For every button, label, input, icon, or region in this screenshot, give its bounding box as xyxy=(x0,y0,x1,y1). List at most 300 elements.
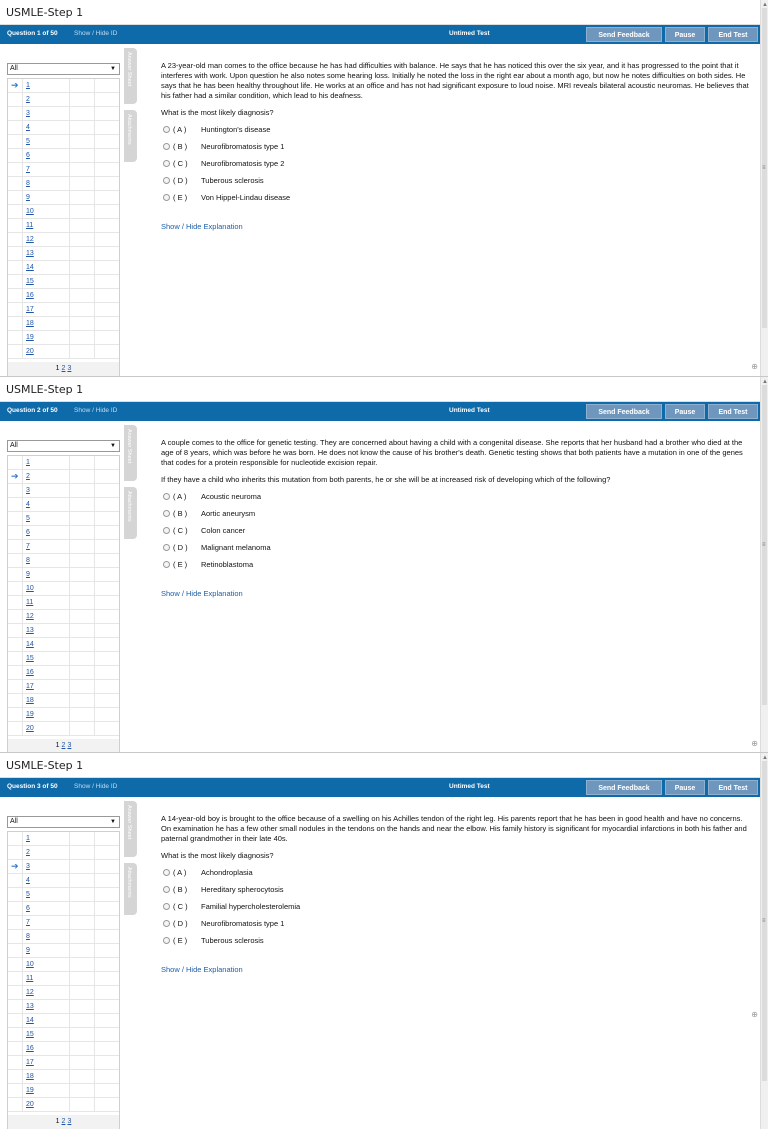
navigator-row[interactable] xyxy=(8,972,119,986)
status-cell xyxy=(70,345,95,359)
answer-choices xyxy=(161,867,754,952)
question-number-cell xyxy=(23,582,70,596)
current-marker-cell xyxy=(8,149,23,163)
question-number-link[interactable]: 17 xyxy=(26,306,34,313)
question-number-cell xyxy=(23,247,70,261)
question-number-link[interactable]: 19 xyxy=(26,711,34,718)
question-content xyxy=(161,438,754,598)
question-number-link[interactable]: 17 xyxy=(26,1059,34,1066)
radio-button[interactable] xyxy=(163,869,170,876)
navigator-row[interactable] xyxy=(8,666,119,680)
question-filter-select[interactable] xyxy=(7,816,120,828)
end-test-button[interactable]: End Test xyxy=(708,780,758,795)
question-number-link[interactable]: 14 xyxy=(26,264,34,271)
choice-letter: ( B ) xyxy=(173,142,188,151)
exam-header-bar xyxy=(0,402,760,421)
answer-choice[interactable] xyxy=(161,508,754,525)
status-cell xyxy=(70,261,95,275)
status-cell xyxy=(70,540,95,554)
navigator-row[interactable] xyxy=(8,121,119,135)
question-number-link[interactable]: 12 xyxy=(26,236,34,243)
status-cell xyxy=(70,916,95,930)
question-number-link[interactable]: 18 xyxy=(26,320,34,327)
question-number-cell xyxy=(23,916,70,930)
navigator-pager xyxy=(8,1115,119,1129)
current-marker-cell xyxy=(8,498,23,512)
current-marker-cell xyxy=(8,554,23,568)
test-mode-label: Untimed Test xyxy=(449,30,490,37)
radio-button[interactable] xyxy=(163,886,170,893)
radio-button[interactable] xyxy=(163,937,170,944)
current-question-arrow-icon: ➔ xyxy=(11,471,19,481)
current-marker-cell xyxy=(8,1028,23,1042)
radio-button[interactable] xyxy=(163,160,170,167)
question-number-cell xyxy=(23,624,70,638)
navigator-row[interactable] xyxy=(8,958,119,972)
status-cell xyxy=(70,652,95,666)
question-number-cell xyxy=(23,694,70,708)
send-feedback-button[interactable]: Send Feedback xyxy=(586,780,662,795)
chevron-down-icon: ▼ xyxy=(110,819,116,825)
question-number-cell xyxy=(23,722,70,736)
navigator-row[interactable] xyxy=(8,916,119,930)
question-number-cell xyxy=(23,874,70,888)
navigator-row[interactable] xyxy=(8,638,119,652)
navigator-pager xyxy=(8,362,119,376)
question-number-link[interactable]: 3 xyxy=(26,863,30,870)
status-cell xyxy=(70,554,95,568)
question-number-link[interactable]: 20 xyxy=(26,1101,34,1108)
navigator-row[interactable] xyxy=(8,247,119,261)
navigator-row[interactable] xyxy=(8,498,119,512)
question-number-link[interactable]: 16 xyxy=(26,669,34,676)
question-number-link[interactable]: 13 xyxy=(26,627,34,634)
answer-sheet-tab[interactable] xyxy=(124,801,137,857)
answer-choices xyxy=(161,124,754,209)
status-cell xyxy=(70,456,95,470)
current-marker-cell xyxy=(8,582,23,596)
answer-choice[interactable] xyxy=(161,525,754,542)
question-number-cell xyxy=(23,526,70,540)
radio-button[interactable] xyxy=(163,143,170,150)
question-number-cell xyxy=(23,512,70,526)
question-number-link[interactable]: 8 xyxy=(26,180,30,187)
navigator-row[interactable] xyxy=(8,930,119,944)
navigator-row[interactable] xyxy=(8,191,119,205)
question-number-link[interactable]: 11 xyxy=(26,599,34,606)
question-filter-select[interactable] xyxy=(7,440,120,452)
pause-button[interactable]: Pause xyxy=(665,780,705,795)
attachments-tab[interactable] xyxy=(124,863,137,915)
current-marker-cell xyxy=(8,638,23,652)
scroll-up-icon[interactable]: ▲ xyxy=(762,379,768,385)
radio-button[interactable] xyxy=(163,544,170,551)
navigator-row[interactable] xyxy=(8,540,119,554)
status-cell xyxy=(70,303,95,317)
question-number-link[interactable]: 14 xyxy=(26,641,34,648)
navigator-row[interactable] xyxy=(8,708,119,722)
question-number-link[interactable]: 2 xyxy=(26,96,30,103)
navigator-row[interactable] xyxy=(8,888,119,902)
question-number-link[interactable]: 6 xyxy=(26,905,30,912)
question-number-link[interactable]: 7 xyxy=(26,166,30,173)
question-navigator xyxy=(7,78,120,376)
current-marker-cell xyxy=(8,832,23,846)
navigator-row[interactable] xyxy=(8,93,119,107)
scroll-up-icon[interactable]: ▲ xyxy=(762,755,768,761)
show-hide-explanation-link[interactable]: Show / Hide Explanation xyxy=(161,589,243,598)
show-hide-id-link[interactable]: Show / Hide ID xyxy=(74,783,118,790)
navigator-row[interactable] xyxy=(8,1014,119,1028)
page-link[interactable]: 1 xyxy=(55,365,60,372)
navigator-row[interactable] xyxy=(8,554,119,568)
attachments-tab-label: Attachments xyxy=(126,867,132,898)
question-number-link[interactable]: 18 xyxy=(26,1073,34,1080)
navigator-row[interactable] xyxy=(8,610,119,624)
navigator-row[interactable] xyxy=(8,680,119,694)
choice-text: Tuberous sclerosis xyxy=(201,176,264,185)
question-number-link[interactable]: 11 xyxy=(26,975,34,982)
answer-choice[interactable] xyxy=(161,901,754,918)
question-number-link[interactable]: 1 xyxy=(26,459,30,466)
zoom-icon[interactable]: ⊕ xyxy=(751,1010,758,1019)
test-mode-label: Untimed Test xyxy=(449,407,490,414)
question-number-link[interactable]: 10 xyxy=(26,585,34,592)
current-marker-cell xyxy=(8,944,23,958)
navigator-row[interactable] xyxy=(8,107,119,121)
current-marker-cell xyxy=(8,958,23,972)
question-number-cell xyxy=(23,568,70,582)
choice-letter: ( D ) xyxy=(173,919,188,928)
navigator-row[interactable] xyxy=(8,652,119,666)
navigator-row[interactable] xyxy=(8,568,119,582)
navigator-row[interactable] xyxy=(8,526,119,540)
navigator-row[interactable] xyxy=(8,1028,119,1042)
question-number-link[interactable]: 11 xyxy=(26,222,34,229)
current-marker-cell xyxy=(8,93,23,107)
current-marker-cell xyxy=(8,135,23,149)
current-marker-cell xyxy=(8,121,23,135)
choice-text: Tuberous sclerosis xyxy=(201,936,264,945)
navigator-row[interactable] xyxy=(8,1056,119,1070)
test-mode-label: Untimed Test xyxy=(449,783,490,790)
current-marker-cell xyxy=(8,888,23,902)
answer-choice[interactable] xyxy=(161,192,754,209)
navigator-row[interactable] xyxy=(8,261,119,275)
vertical-scrollbar[interactable] xyxy=(760,0,768,376)
current-marker-cell xyxy=(8,470,23,484)
show-hide-id-link[interactable]: Show / Hide ID xyxy=(74,30,118,37)
answer-sheet-tab[interactable] xyxy=(124,425,137,481)
current-marker-cell xyxy=(8,680,23,694)
navigator-row[interactable] xyxy=(8,1070,119,1084)
question-number-cell xyxy=(23,1070,70,1084)
question-number-link[interactable]: 15 xyxy=(26,655,34,662)
question-number-link[interactable]: 3 xyxy=(26,487,30,494)
current-marker-cell xyxy=(8,624,23,638)
question-number-link[interactable]: 10 xyxy=(26,961,34,968)
status-cell xyxy=(70,177,95,191)
status-cell xyxy=(70,331,95,345)
answer-choice[interactable] xyxy=(161,935,754,952)
radio-button[interactable] xyxy=(163,510,170,517)
navigator-row[interactable] xyxy=(8,874,119,888)
vertical-scrollbar[interactable] xyxy=(760,377,768,753)
choice-text: Familial hypercholesterolemia xyxy=(201,902,301,911)
page-link[interactable]: 2 xyxy=(61,1118,66,1125)
question-number-link[interactable]: 15 xyxy=(26,1031,34,1038)
question-stem: A couple comes to the office for genetic testing. They are concerned about having a child with a congenital disease. She reports that her husband had a brother who died at the age of 8 years, which was before he was born. He does not know the cause of his brother's death. Genetic testing shows that both patients have a mutation in one of the genes that codes for a protein responsible for nucleotide excision repair. xyxy=(161,438,743,467)
navigator-row[interactable] xyxy=(8,986,119,1000)
zoom-icon[interactable]: ⊕ xyxy=(751,362,758,371)
question-number-link[interactable]: 12 xyxy=(26,613,34,620)
radio-button[interactable] xyxy=(163,493,170,500)
attachments-tab[interactable] xyxy=(124,110,137,162)
navigator-row[interactable] xyxy=(8,722,119,736)
question-number-link[interactable]: 9 xyxy=(26,571,30,578)
status-cell xyxy=(70,1056,95,1070)
answer-choice[interactable] xyxy=(161,542,754,559)
status-cell xyxy=(70,624,95,638)
answer-choice[interactable] xyxy=(161,158,754,175)
question-number-link[interactable]: 2 xyxy=(26,473,30,480)
question-counter: Question 3 of 50 xyxy=(7,783,58,790)
navigator-row[interactable] xyxy=(8,1098,119,1112)
question-number-link[interactable]: 14 xyxy=(26,1017,34,1024)
question-number-link[interactable]: 4 xyxy=(26,501,30,508)
navigator-row[interactable] xyxy=(8,1084,119,1098)
question-number-cell xyxy=(23,972,70,986)
question-number-link[interactable]: 13 xyxy=(26,250,34,257)
question-number-cell xyxy=(23,902,70,916)
page-link[interactable]: 2 xyxy=(61,742,66,749)
pause-button[interactable]: Pause xyxy=(665,404,705,419)
question-number-link[interactable]: 18 xyxy=(26,697,34,704)
status-cell xyxy=(70,317,95,331)
question-number-cell xyxy=(23,846,70,860)
zoom-icon[interactable]: ⊕ xyxy=(751,739,758,748)
navigator-row[interactable] xyxy=(8,275,119,289)
question-number-link[interactable]: 19 xyxy=(26,1087,34,1094)
status-cell xyxy=(70,233,95,247)
question-number-link[interactable]: 5 xyxy=(26,138,30,145)
current-marker-cell xyxy=(8,916,23,930)
vertical-scrollbar[interactable] xyxy=(760,753,768,1129)
answer-choice[interactable] xyxy=(161,918,754,935)
navigator-row[interactable] xyxy=(8,205,119,219)
answer-choice[interactable] xyxy=(161,559,754,576)
navigator-row[interactable] xyxy=(8,1000,119,1014)
radio-button[interactable] xyxy=(163,194,170,201)
question-number-cell xyxy=(23,944,70,958)
radio-button[interactable] xyxy=(163,527,170,534)
question-number-link[interactable]: 20 xyxy=(26,348,34,355)
current-marker-cell xyxy=(8,930,23,944)
pause-button[interactable]: Pause xyxy=(665,27,705,42)
question-number-link[interactable]: 13 xyxy=(26,1003,34,1010)
question-number-link[interactable]: 5 xyxy=(26,515,30,522)
question-number-link[interactable]: 3 xyxy=(26,110,30,117)
question-number-link[interactable]: 2 xyxy=(26,849,30,856)
status-cell xyxy=(70,289,95,303)
question-number-link[interactable]: 1 xyxy=(26,835,30,842)
answer-choice[interactable] xyxy=(161,141,754,158)
question-number-link[interactable]: 8 xyxy=(26,557,30,564)
navigator-row[interactable] xyxy=(8,303,119,317)
question-number-cell xyxy=(23,860,70,874)
navigator-row[interactable] xyxy=(8,470,119,484)
status-cell xyxy=(70,1084,95,1098)
show-hide-explanation-link[interactable]: Show / Hide Explanation xyxy=(161,222,243,231)
question-number-link[interactable]: 20 xyxy=(26,725,34,732)
grip-icon: ≡ xyxy=(762,165,766,171)
question-number-cell xyxy=(23,638,70,652)
page-link[interactable]: 1 xyxy=(55,742,60,749)
send-feedback-button[interactable]: Send Feedback xyxy=(586,404,662,419)
scroll-up-icon[interactable]: ▲ xyxy=(762,2,768,8)
page-link[interactable]: 2 xyxy=(61,365,66,372)
current-marker-cell xyxy=(8,79,23,93)
choice-letter: ( E ) xyxy=(173,193,188,202)
current-marker-cell xyxy=(8,177,23,191)
question-number-link[interactable]: 9 xyxy=(26,194,30,201)
choice-letter: ( A ) xyxy=(173,492,187,501)
question-number-cell xyxy=(23,219,70,233)
navigator-row[interactable] xyxy=(8,345,119,359)
question-counter: Question 2 of 50 xyxy=(7,407,58,414)
answer-choice[interactable] xyxy=(161,884,754,901)
navigator-row[interactable] xyxy=(8,331,119,345)
answer-choice[interactable] xyxy=(161,867,754,884)
choice-text: Hereditary spherocytosis xyxy=(201,885,284,894)
navigator-row[interactable] xyxy=(8,846,119,860)
answer-choice[interactable] xyxy=(161,124,754,141)
answer-choice[interactable] xyxy=(161,491,754,508)
question-filter-select[interactable] xyxy=(7,63,120,75)
question-panel-3 xyxy=(0,753,768,1125)
send-feedback-button[interactable]: Send Feedback xyxy=(586,27,662,42)
navigator-row[interactable] xyxy=(8,317,119,331)
show-hide-explanation-link[interactable]: Show / Hide Explanation xyxy=(161,965,243,974)
question-number-link[interactable]: 12 xyxy=(26,989,34,996)
question-number-cell xyxy=(23,484,70,498)
current-marker-cell xyxy=(8,846,23,860)
radio-button[interactable] xyxy=(163,920,170,927)
navigator-row[interactable] xyxy=(8,694,119,708)
navigator-row[interactable] xyxy=(8,944,119,958)
radio-button[interactable] xyxy=(163,903,170,910)
question-panel-2 xyxy=(0,377,768,753)
question-number-link[interactable]: 15 xyxy=(26,278,34,285)
question-number-link[interactable]: 16 xyxy=(26,292,34,299)
answer-sheet-tab-label: Answer Sheet xyxy=(126,429,132,464)
page-link[interactable]: 1 xyxy=(55,1118,60,1125)
navigator-row[interactable] xyxy=(8,1042,119,1056)
current-marker-cell xyxy=(8,289,23,303)
question-number-link[interactable]: 5 xyxy=(26,891,30,898)
question-number-link[interactable]: 16 xyxy=(26,1045,34,1052)
question-number-link[interactable]: 7 xyxy=(26,543,30,550)
page-link[interactable]: 3 xyxy=(67,365,72,372)
status-cell xyxy=(70,958,95,972)
question-number-cell xyxy=(23,205,70,219)
show-hide-id-link[interactable]: Show / Hide ID xyxy=(74,407,118,414)
radio-button[interactable] xyxy=(163,177,170,184)
question-number-link[interactable]: 6 xyxy=(26,152,30,159)
status-cell xyxy=(70,874,95,888)
navigator-row[interactable] xyxy=(8,177,119,191)
answer-choice[interactable] xyxy=(161,175,754,192)
choice-text: Aortic aneurysm xyxy=(201,509,256,518)
current-marker-cell xyxy=(8,610,23,624)
question-number-link[interactable]: 1 xyxy=(26,82,30,89)
current-marker-cell xyxy=(8,261,23,275)
navigator-row[interactable] xyxy=(8,902,119,916)
radio-button[interactable] xyxy=(163,561,170,568)
question-number-link[interactable]: 17 xyxy=(26,683,34,690)
page-link[interactable]: 3 xyxy=(67,1118,72,1125)
question-number-link[interactable]: 8 xyxy=(26,933,30,940)
navigator-row[interactable] xyxy=(8,149,119,163)
current-marker-cell xyxy=(8,484,23,498)
question-number-cell xyxy=(23,666,70,680)
question-number-cell xyxy=(23,331,70,345)
attachments-tab[interactable] xyxy=(124,487,137,539)
current-marker-cell xyxy=(8,1000,23,1014)
choice-letter: ( B ) xyxy=(173,885,188,894)
question-number-link[interactable]: 4 xyxy=(26,124,30,131)
status-cell xyxy=(70,135,95,149)
question-number-link[interactable]: 4 xyxy=(26,877,30,884)
navigator-row[interactable] xyxy=(8,596,119,610)
navigator-row[interactable] xyxy=(8,832,119,846)
question-number-link[interactable]: 10 xyxy=(26,208,34,215)
end-test-button[interactable]: End Test xyxy=(708,404,758,419)
navigator-row[interactable] xyxy=(8,219,119,233)
question-number-cell xyxy=(23,1028,70,1042)
page-link[interactable]: 3 xyxy=(67,742,72,749)
navigator-row[interactable] xyxy=(8,860,119,874)
question-number-link[interactable]: 7 xyxy=(26,919,30,926)
choice-text: Achondroplasia xyxy=(201,868,253,877)
navigator-row[interactable] xyxy=(8,233,119,247)
title-bar xyxy=(0,0,760,25)
question-number-link[interactable]: 19 xyxy=(26,334,34,341)
navigator-row[interactable] xyxy=(8,582,119,596)
navigator-row[interactable] xyxy=(8,79,119,93)
navigator-row[interactable] xyxy=(8,289,119,303)
title-bar xyxy=(0,377,760,402)
question-number-cell xyxy=(23,121,70,135)
question-number-link[interactable]: 9 xyxy=(26,947,30,954)
navigator-row[interactable] xyxy=(8,512,119,526)
radio-button[interactable] xyxy=(163,126,170,133)
end-test-button[interactable]: End Test xyxy=(708,27,758,42)
question-number-link[interactable]: 6 xyxy=(26,529,30,536)
current-marker-cell xyxy=(8,568,23,582)
navigator-row[interactable] xyxy=(8,135,119,149)
status-cell xyxy=(70,526,95,540)
navigator-row[interactable] xyxy=(8,163,119,177)
navigator-row[interactable] xyxy=(8,456,119,470)
question-number-cell xyxy=(23,930,70,944)
question-number-cell xyxy=(23,93,70,107)
question-number-cell xyxy=(23,680,70,694)
status-cell xyxy=(70,149,95,163)
navigator-row[interactable] xyxy=(8,484,119,498)
navigator-row[interactable] xyxy=(8,624,119,638)
answer-sheet-tab[interactable] xyxy=(124,48,137,104)
